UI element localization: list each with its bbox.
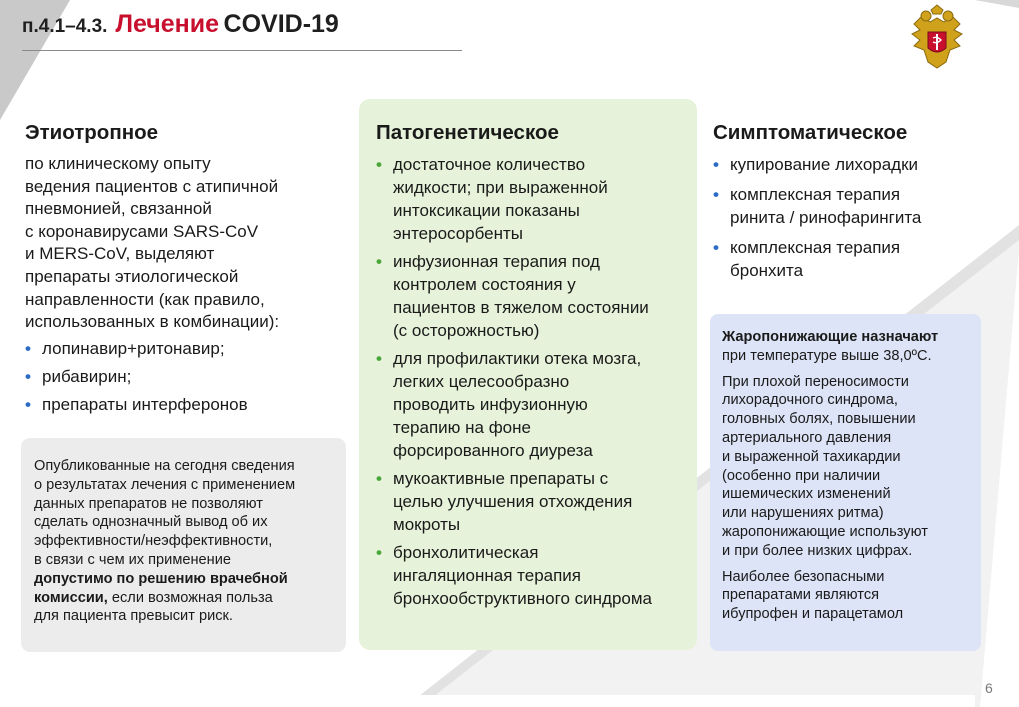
bottom-strip <box>400 695 975 707</box>
list-item: • достаточное количество жидкости; при выраженной интоксикации показаны энтеросорбенты <box>376 155 608 243</box>
bullet-icon: • <box>713 238 719 257</box>
etiotropic-heading: Этиотропное <box>25 121 159 144</box>
list-item: • лопинавир+ритонавир; <box>25 338 225 358</box>
list-item: • инфузионная терапия под контролем состояния у пациентов в тяжелом состоянии (с осторожностью) <box>376 252 649 340</box>
intro-line: использованных в комбинации): <box>25 312 280 332</box>
intro-line: пневмонией, связанной <box>25 199 212 219</box>
title-red-part: Лечение <box>115 10 220 38</box>
pathogenetic-list <box>376 153 692 610</box>
header-divider <box>22 50 462 51</box>
title-dark-part: COVID-19 <box>223 10 339 38</box>
bullet-icon: • <box>25 366 31 386</box>
bullet-icon: • <box>376 252 382 271</box>
list-item: • мукоактивные препараты с целью улучшения отхождения мокроты <box>376 469 633 534</box>
double-headed-eagle-emblem-icon <box>904 4 970 72</box>
symptomatic-heading: Симптоматическое <box>713 121 908 144</box>
list-item: • рибавирин; <box>25 366 132 386</box>
list-item: • бронхолитическая ингаляционная терапия бронхообструктивного синдрома <box>376 543 652 608</box>
slide-title <box>115 10 338 39</box>
bullet-icon: • <box>25 338 31 358</box>
intro-line: препараты этиологической <box>25 266 239 286</box>
symptomatic-list <box>713 153 998 282</box>
list-item: • купирование лихорадки <box>713 155 919 174</box>
intro-line: по клиническому опыту <box>25 154 211 173</box>
antipyretic-info-box <box>710 314 981 651</box>
intro-line: направленности (как правило, <box>25 289 265 309</box>
info-paragraph: Жаропонижающие назначают при температуре выше 38,0ºС. <box>722 329 939 364</box>
bullet-icon: • <box>376 543 382 562</box>
info-emphasis: Жаропонижающие назначают <box>722 329 939 345</box>
info-paragraph: Наиболее безопасными препаратами являются ибупрофен и парацетамол <box>722 568 904 623</box>
bullet-icon: • <box>376 155 382 174</box>
bullet-icon: • <box>713 185 719 204</box>
antipyretic-info-text <box>722 328 974 631</box>
etiotropic-note-box <box>21 438 346 652</box>
etiotropic-intro <box>25 153 345 334</box>
symptomatic-column <box>713 121 998 289</box>
list-item: • комплексная терапия ринита / ринофарингита <box>713 185 922 227</box>
list-item: • комплексная терапия бронхита <box>713 238 901 280</box>
slide-header <box>22 10 339 46</box>
intro-line: с коронавирусами SARS-CoV <box>25 221 259 241</box>
info-paragraph: При плохой переносимости лихорадочного синдрома, головных болях, повышении артериального давления и выраженной тахикардии (особенно при наличии ишемических изменений или нарушениях ритма) жаропонижающие используют и при более низких цифрах. <box>722 373 928 559</box>
etiotropic-drug-list <box>25 337 345 416</box>
section-reference: п.4.1–4.3. <box>22 16 108 37</box>
page-number: 6 <box>985 680 993 696</box>
note-emphasis: допустимо по решению врачебной <box>34 570 288 587</box>
bullet-icon: • <box>25 394 31 414</box>
etiotropic-note-text: Опубликованные на сегодня сведения о результатах лечения с применением данных препаратов не позволяют сделать однозначный вывод об их эффективности/неэффективности, в связи с чем их применение допустимо по решению врачебной комиссии, если возможная польза для пациента превысит риск. <box>34 458 296 625</box>
list-item: • препараты интерферонов <box>25 394 248 414</box>
list-item: • для профилактики отека мозга, легких целесообразно проводить инфузионную терапию на фоне форсированного диуреза <box>376 349 642 460</box>
pathogenetic-column <box>376 121 692 615</box>
bullet-icon: • <box>713 155 719 174</box>
intro-line: и MERS-CoV, выделяют <box>25 244 215 264</box>
note-emphasis: комиссии, <box>34 589 108 606</box>
bullet-icon: • <box>376 349 382 368</box>
bullet-icon: • <box>376 469 382 488</box>
intro-line: ведения пациентов с атипичной <box>25 176 279 196</box>
pathogenetic-heading: Патогенетическое <box>376 121 559 144</box>
etiotropic-column <box>25 121 345 421</box>
